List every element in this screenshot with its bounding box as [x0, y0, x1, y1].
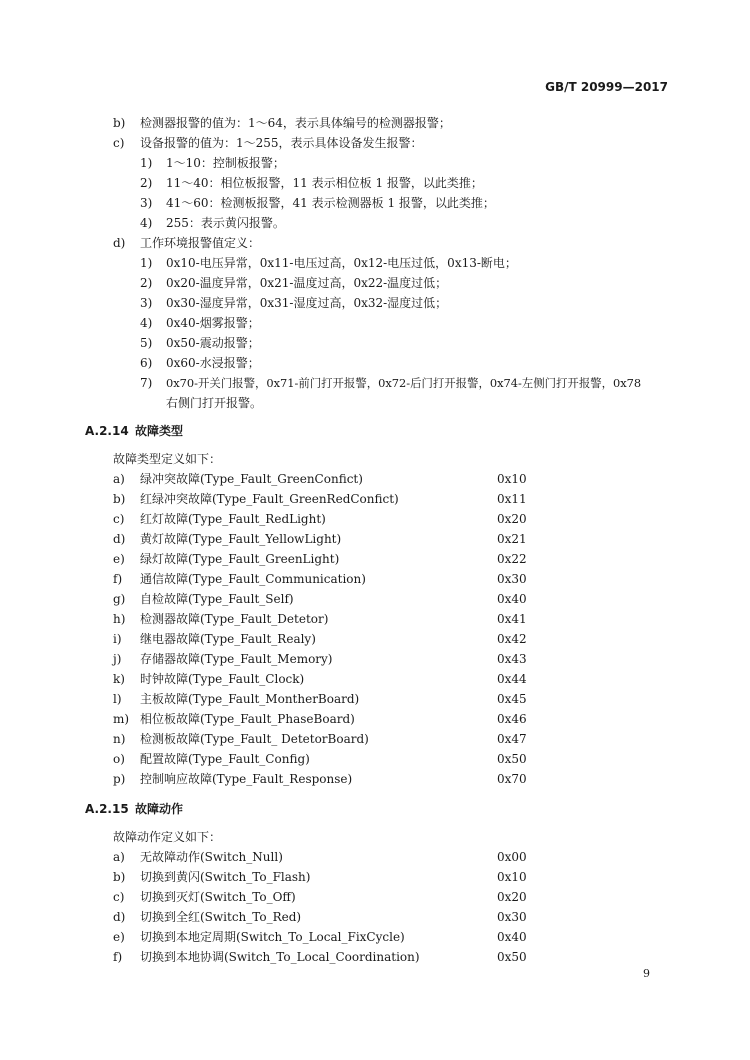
- list-marker: e): [113, 930, 125, 944]
- list-marker: c): [113, 512, 125, 526]
- list-item-text: 切换到本地协调(Switch_To_Local_Coordination): [140, 950, 420, 964]
- list-item-text: 相位板故障(Type_Fault_PhaseBoard): [140, 712, 355, 726]
- list-item-text: 主板故障(Type_Fault_MontherBoard): [140, 692, 360, 706]
- sub-marker: 7): [140, 376, 153, 390]
- list-marker: a): [113, 472, 125, 486]
- sub-item-text: 0x10-电压异常，0x11-电压过高，0x12-电压过低，0x13-断电；: [166, 256, 517, 270]
- sub-item-text: 0x60-水浸报警；: [166, 356, 260, 370]
- code-value: 0x47: [497, 732, 527, 746]
- code-value: 0x20: [497, 890, 527, 904]
- section-heading: [85, 799, 183, 819]
- section-number: A.2.15: [85, 802, 129, 816]
- list-marker: f): [113, 572, 123, 586]
- list-marker: e): [113, 552, 125, 566]
- sub-marker: 2): [140, 276, 153, 290]
- list-item-text: 绿冲突故障(Type_Fault_GreenConfict): [140, 472, 363, 486]
- code-value: 0x10: [497, 472, 527, 486]
- code-value: 0x50: [497, 752, 527, 766]
- list-marker: j): [113, 652, 122, 666]
- code-value: 0x44: [497, 672, 527, 686]
- code-value: 0x50: [497, 950, 527, 964]
- sub-item-text: 0x70-开关门报警，0x71-前门打开报警，0x72-后门打开报警，0x74-左侧门打开报警，0x78: [166, 376, 642, 390]
- list-marker: m): [113, 712, 130, 726]
- list-marker: b): [113, 116, 126, 130]
- sub-item-text: 255：表示黄闪报警。: [166, 216, 285, 230]
- list-marker: n): [113, 732, 126, 746]
- sub-marker: 4): [140, 316, 153, 330]
- sub-item-text: 0x40-烟雾报警；: [166, 316, 260, 330]
- list-item-text: 检测器故障(Type_Fault_Detetor): [140, 612, 329, 626]
- list-marker: c): [113, 136, 125, 150]
- list-marker: a): [113, 850, 125, 864]
- sub-marker: 3): [140, 296, 153, 310]
- code-value: 0x70: [497, 772, 527, 786]
- list-item-text: 工作环境报警值定义：: [140, 236, 261, 250]
- sub-marker: 3): [140, 196, 153, 210]
- list-item-text: 切换到灭灯(Switch_To_Off): [140, 890, 296, 904]
- list-item-text: 检测器报警的值为：1～64，表示具体编号的检测器报警；: [140, 116, 451, 130]
- list-marker: b): [113, 492, 126, 506]
- list-marker: d): [113, 236, 126, 250]
- list-item-text: 配置故障(Type_Fault_Config): [140, 752, 310, 766]
- section-number: A.2.14: [85, 424, 129, 438]
- sub-marker: 5): [140, 336, 153, 350]
- list-item-text: 切换到全红(Switch_To_Red): [140, 910, 302, 924]
- list-item-text: 绿灯故障(Type_Fault_GreenLight): [140, 552, 340, 566]
- list-item-text: 红灯故障(Type_Fault_RedLight): [140, 512, 326, 526]
- code-value: 0x45: [497, 692, 527, 706]
- sub-item-text: 11～40：相位板报警，11 表示相位板 1 报警，以此类推；: [166, 176, 483, 190]
- code-value: 0x46: [497, 712, 527, 726]
- list-marker: l): [113, 692, 122, 706]
- code-value: 0x21: [497, 532, 527, 546]
- list-marker: c): [113, 890, 125, 904]
- list-marker: d): [113, 910, 126, 924]
- code-value: 0x10: [497, 870, 527, 884]
- code-value: 0x40: [497, 930, 527, 944]
- section-title: 故障类型: [135, 424, 184, 438]
- code-value: 0x43: [497, 652, 527, 666]
- code-value: 0x22: [497, 552, 527, 566]
- list-marker: f): [113, 950, 123, 964]
- list-item-text: 存储器故障(Type_Fault_Memory): [140, 652, 333, 666]
- code-value: 0x30: [497, 910, 527, 924]
- sub-marker: 6): [140, 356, 153, 370]
- code-value: 0x42: [497, 632, 527, 646]
- list-item-text: 检测板故障(Type_Fault_ DetetorBoard): [140, 732, 369, 746]
- code-value: 0x30: [497, 572, 527, 586]
- sub-item-continuation: 右侧门打开报警。: [166, 396, 263, 410]
- code-value: 0x40: [497, 592, 527, 606]
- list-marker: i): [113, 632, 122, 646]
- section-intro: 故障动作定义如下：: [113, 830, 222, 844]
- list-marker: g): [113, 592, 126, 606]
- list-marker: o): [113, 752, 125, 766]
- list-item-text: 红绿冲突故障(Type_Fault_GreenRedConfict): [140, 492, 399, 506]
- sub-marker: 4): [140, 216, 153, 230]
- list-item-text: 自检故障(Type_Fault_Self): [140, 592, 294, 606]
- list-item-text: 无故障动作(Switch_Null): [140, 850, 283, 864]
- sub-item-text: 0x30-湿度异常，0x31-湿度过高，0x32-湿度过低；: [166, 296, 448, 310]
- sub-marker: 2): [140, 176, 153, 190]
- sub-item-text: 41～60：检测板报警，41 表示检测器板 1 报警，以此类推；: [166, 196, 495, 210]
- code-value: 0x41: [497, 612, 527, 626]
- list-item-text: 黄灯故障(Type_Fault_YellowLight): [140, 532, 342, 546]
- section-title: 故障动作: [135, 802, 184, 816]
- code-value: 0x11: [497, 492, 527, 506]
- section-intro: 故障类型定义如下：: [113, 452, 222, 466]
- list-item-text: 切换到黄闪(Switch_To_Flash): [140, 870, 311, 884]
- page-number: 9: [643, 967, 650, 980]
- list-item-text: 切换到本地定周期(Switch_To_Local_FixCycle): [140, 930, 405, 944]
- list-marker: p): [113, 772, 126, 786]
- list-marker: k): [113, 672, 125, 686]
- code-value: 0x00: [497, 850, 527, 864]
- code-value: 0x20: [497, 512, 527, 526]
- list-marker: d): [113, 532, 126, 546]
- section-heading: [85, 421, 183, 441]
- list-item-text: 时钟故障(Type_Fault_Clock): [140, 672, 305, 686]
- sub-item-text: 0x50-震动报警；: [166, 336, 260, 350]
- list-item-text: 继电器故障(Type_Fault_Realy): [140, 632, 316, 646]
- standard-header: GB/T 20999—2017: [545, 80, 668, 94]
- list-item-text: 控制响应故障(Type_Fault_Response): [140, 772, 353, 786]
- sub-item-text: 1～10：控制板报警；: [166, 156, 285, 170]
- sub-item-text: 0x20-温度异常，0x21-温度过高，0x22-温度过低；: [166, 276, 448, 290]
- list-item-text: 设备报警的值为：1～255，表示具体设备发生报警：: [140, 136, 423, 150]
- list-item-text: 通信故障(Type_Fault_Communication): [140, 572, 366, 586]
- sub-marker: 1): [140, 156, 153, 170]
- list-marker: h): [113, 612, 126, 626]
- sub-marker: 1): [140, 256, 153, 270]
- list-marker: b): [113, 870, 126, 884]
